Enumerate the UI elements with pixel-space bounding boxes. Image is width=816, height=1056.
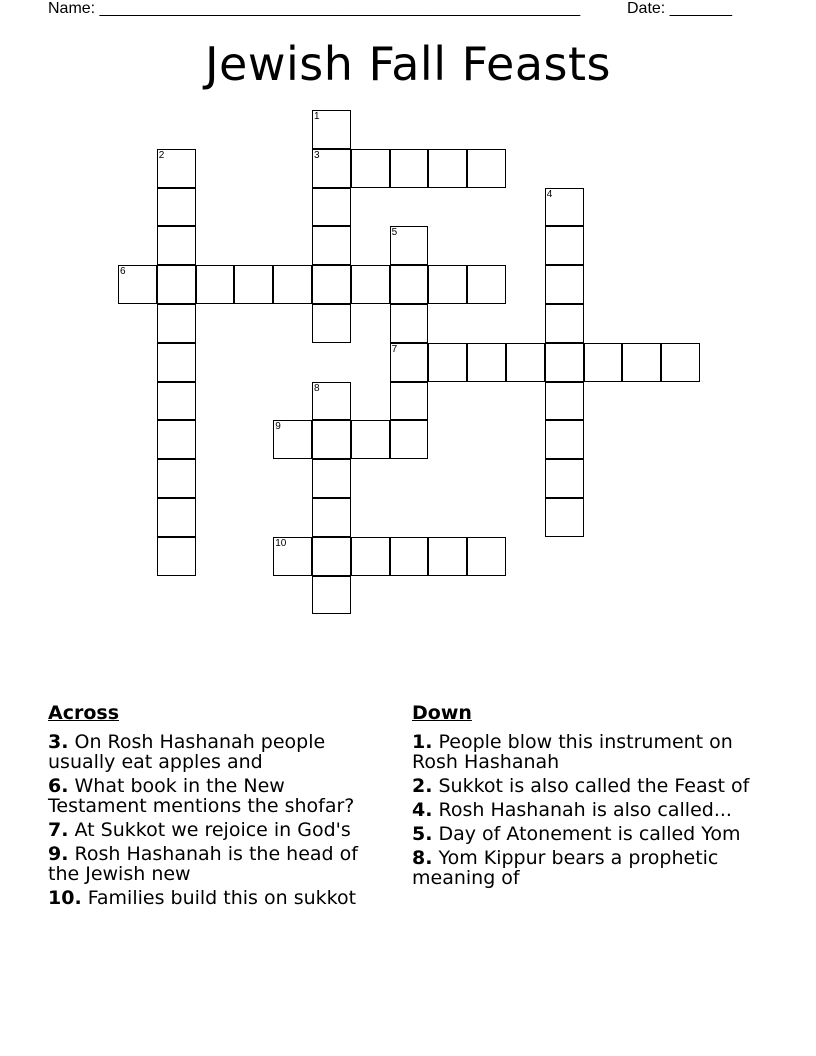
clue-number-label: 4	[546, 188, 553, 200]
clue-number-label: 6	[120, 266, 126, 278]
grid-cell[interactable]	[506, 343, 545, 382]
clue-number-label: 8	[314, 382, 320, 394]
down-clue	[412, 800, 772, 820]
clue-number: 4.	[412, 799, 433, 821]
clue-text: Day of Atonement is called Yom	[438, 823, 741, 845]
grid-cell[interactable]	[157, 149, 196, 188]
grid-cell[interactable]	[157, 382, 196, 421]
grid-cell[interactable]	[545, 226, 584, 265]
clue-number-label: 9	[275, 421, 281, 433]
grid-cell[interactable]	[390, 304, 429, 343]
grid-cell[interactable]	[312, 149, 351, 188]
grid-cell[interactable]	[390, 226, 429, 265]
grid-cell[interactable]	[545, 498, 584, 537]
across-clue	[48, 888, 388, 908]
grid-cell[interactable]	[545, 304, 584, 343]
clue-number: 3.	[48, 731, 69, 753]
grid-cell[interactable]	[390, 382, 429, 421]
grid-cell[interactable]	[312, 576, 351, 615]
clue-text: What book in the New Testament mentions the shofar?	[48, 775, 355, 817]
clue-number: 8.	[412, 847, 433, 869]
page-title: Jewish Fall Feasts	[204, 37, 612, 91]
across-heading: Across	[48, 702, 120, 724]
clue-text: At Sukkot we rejoice in God's	[74, 819, 351, 841]
clue-number: 2.	[412, 775, 433, 797]
clue-text: Yom Kippur bears a prophetic meaning of	[412, 847, 719, 889]
clue-number: 6.	[48, 775, 69, 797]
grid-cell[interactable]	[312, 304, 351, 343]
clue-text: Rosh Hashanah is also called...	[438, 799, 732, 821]
clue-number: 10.	[48, 887, 82, 909]
grid-cell[interactable]	[467, 149, 506, 188]
grid-cell[interactable]	[661, 343, 700, 382]
grid-cell[interactable]	[312, 188, 351, 227]
across-clues	[48, 702, 388, 912]
clue-number: 5.	[412, 823, 433, 845]
grid-cell[interactable]	[118, 265, 157, 304]
down-heading: Down	[412, 702, 472, 724]
clue-number: 1.	[412, 731, 433, 753]
grid-cell[interactable]	[312, 537, 351, 576]
down-clues	[412, 702, 772, 892]
grid-cell[interactable]	[157, 343, 196, 382]
grid-cell[interactable]	[312, 498, 351, 537]
grid-cell[interactable]	[312, 110, 351, 149]
grid-cell[interactable]	[312, 226, 351, 265]
grid-cell[interactable]	[196, 265, 235, 304]
grid-cell[interactable]	[390, 265, 429, 304]
grid-cell[interactable]	[351, 537, 390, 576]
grid-cell[interactable]	[157, 498, 196, 537]
clue-text: People blow this instrument on Rosh Hashanah	[412, 731, 733, 773]
clue-number-label: 10	[275, 537, 287, 549]
grid-cell[interactable]	[390, 149, 429, 188]
grid-cell[interactable]	[312, 382, 351, 421]
grid-cell[interactable]	[234, 265, 273, 304]
clue-text: Sukkot is also called the Feast of	[438, 775, 750, 797]
down-clue	[412, 776, 772, 796]
grid-cell[interactable]	[351, 149, 390, 188]
grid-cell[interactable]	[428, 149, 467, 188]
grid-cell[interactable]	[467, 537, 506, 576]
grid-cell[interactable]	[584, 343, 623, 382]
across-clue	[48, 776, 388, 816]
clue-number: 9.	[48, 843, 69, 865]
clue-number-label: 5	[391, 227, 398, 239]
clue-text: On Rosh Hashanah people usually eat apples and	[48, 731, 326, 773]
grid-cell[interactable]	[157, 537, 196, 576]
grid-cell[interactable]	[545, 382, 584, 421]
grid-cell[interactable]	[157, 459, 196, 498]
grid-cell[interactable]	[273, 420, 312, 459]
clue-text: Rosh Hashanah is the head of the Jewish new	[48, 843, 358, 885]
clue-number-label: 1	[314, 111, 320, 122]
grid-cell[interactable]	[428, 265, 467, 304]
across-clue	[48, 820, 388, 840]
grid-cell[interactable]	[312, 265, 351, 304]
grid-cell[interactable]	[273, 537, 312, 576]
grid-cell[interactable]	[545, 265, 584, 304]
grid-cell[interactable]	[545, 343, 584, 382]
down-clue	[412, 824, 772, 844]
grid-cell[interactable]	[312, 459, 351, 498]
clue-number: 7.	[48, 819, 69, 841]
grid-cell[interactable]	[545, 459, 584, 498]
grid-cell[interactable]	[273, 265, 312, 304]
grid-cell[interactable]	[312, 420, 351, 459]
grid-cell[interactable]	[428, 537, 467, 576]
clue-number-label: 7	[391, 343, 398, 355]
grid-cell[interactable]	[467, 265, 506, 304]
grid-cell[interactable]	[390, 537, 429, 576]
grid-cell[interactable]	[351, 420, 390, 459]
grid-cell[interactable]	[467, 343, 506, 382]
grid-cell[interactable]	[428, 343, 467, 382]
grid-cell[interactable]	[157, 188, 196, 227]
grid-cell[interactable]	[157, 265, 196, 304]
grid-cell[interactable]	[157, 304, 196, 343]
clue-number-label: 2	[158, 149, 165, 161]
down-clue	[412, 848, 772, 888]
grid-cell[interactable]	[390, 343, 429, 382]
clue-number-label: 3	[314, 149, 320, 161]
date-field[interactable]: Date: _______	[627, 0, 732, 17]
grid-cell[interactable]	[157, 226, 196, 265]
grid-cell[interactable]	[622, 343, 661, 382]
grid-cell[interactable]	[545, 420, 584, 459]
name-field[interactable]: Name: ______________________________________________________	[48, 0, 581, 17]
across-clue	[48, 844, 388, 884]
down-clue	[412, 732, 772, 772]
across-clue	[48, 732, 388, 772]
grid-cell[interactable]	[351, 265, 390, 304]
grid-cell[interactable]	[157, 420, 196, 459]
grid-cell[interactable]	[545, 188, 584, 227]
clue-text: Families build this on sukkot	[87, 887, 357, 909]
grid-cell[interactable]	[390, 420, 429, 459]
